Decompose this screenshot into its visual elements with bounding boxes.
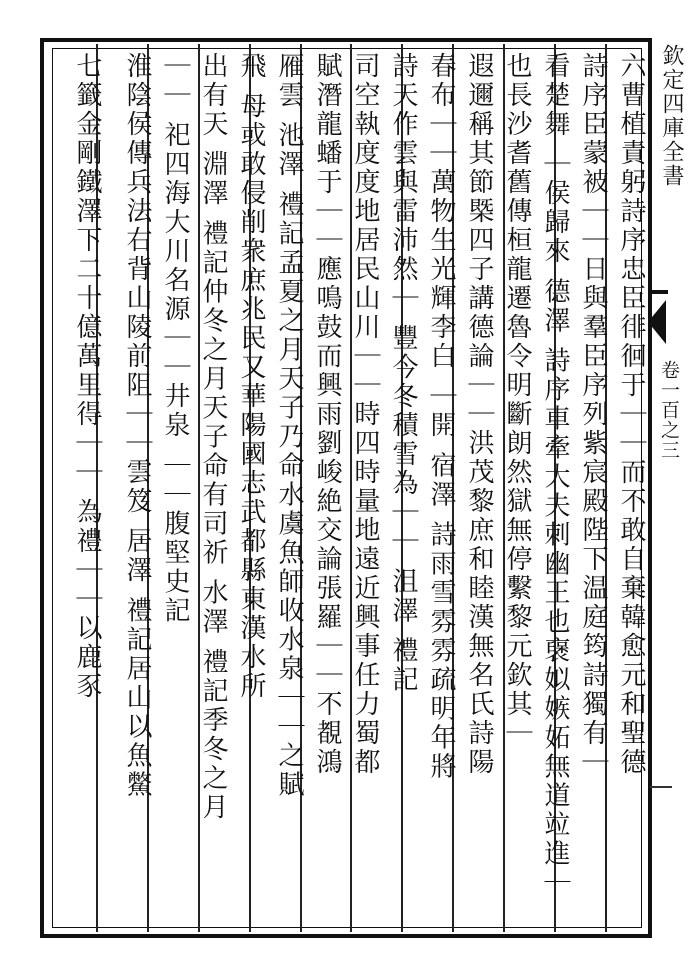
text-column-9: 賦潛龍蟠于｜｜應鳴鼓而興雨劉峻絶交論張羅｜｜不覩鴻 [312, 52, 342, 777]
text-column-13: ｜｜ 祀四海大川名源｜｜井泉 ｜｜腹堅史記 [160, 52, 190, 626]
text-column-10: 雁雲 池澤 禮記孟夏之月天子乃命水虞魚師收水泉｜｜之賦 [274, 52, 304, 800]
text-column-7: 詩天作雲與雷沛然｜ 豐今冬積雪為｜｜ 沮澤 禮記 [388, 52, 418, 695]
text-column-11: 飛 母或敢侵削衆庶兆民又華陽國志武都縣東漢水所 [236, 52, 266, 702]
text-column-1: 六曹植責躬詩序忠臣徘徊于｜｜而不敢自棄韓愈元和聖德 [616, 52, 646, 777]
text-column-12: 出有天 淵澤 禮記仲冬之月天子命有司祈 水澤 禮記季冬之月 [198, 52, 228, 823]
volume-label: 卷一百之三 [658, 360, 680, 460]
text-column-5: 遐邇稱其節槩四子講德論｜｜洪茂黎庶和睦漢無名氏詩陽 [464, 52, 494, 777]
text-column-3: 看楚舞 ｜侯歸來 德澤 詩序車牽大夫刺幽王也襃姒嫉妬無道竝進｜ [540, 52, 570, 898]
text-column-15: 七籤金剛鐵澤下二十億萬里得｜｜ 為禮｜｜以鹿豕 [72, 52, 102, 702]
fishtail-mark-icon [648, 300, 666, 344]
text-column-6: 春布｜｜萬物生光輝李白 ｜開 宿澤 詩雨雪雰雰疏明年將 [426, 52, 456, 782]
fishtail-bar [648, 290, 668, 294]
text-column-8: 司空執度度地居民山川｜｜時四時量地遠近興事任力蜀都 [350, 52, 380, 777]
book-title: 欽定四庫全書 [659, 44, 684, 188]
text-column-4: 也長沙耆舊傳桓龍遷魯令明斷朗然獄無停繫黎元欽其｜ [502, 52, 532, 748]
margin-mark [650, 786, 672, 788]
text-column-14: 淮陰侯傳兵法右背山陵前阻｜｜雲笈 居澤 禮記居山以魚鱉 [122, 52, 152, 800]
text-column-2: 詩序臣蒙被｜｜日與羣臣序列紫宸殿陛下温庭筠詩獨有｜ [578, 52, 608, 777]
